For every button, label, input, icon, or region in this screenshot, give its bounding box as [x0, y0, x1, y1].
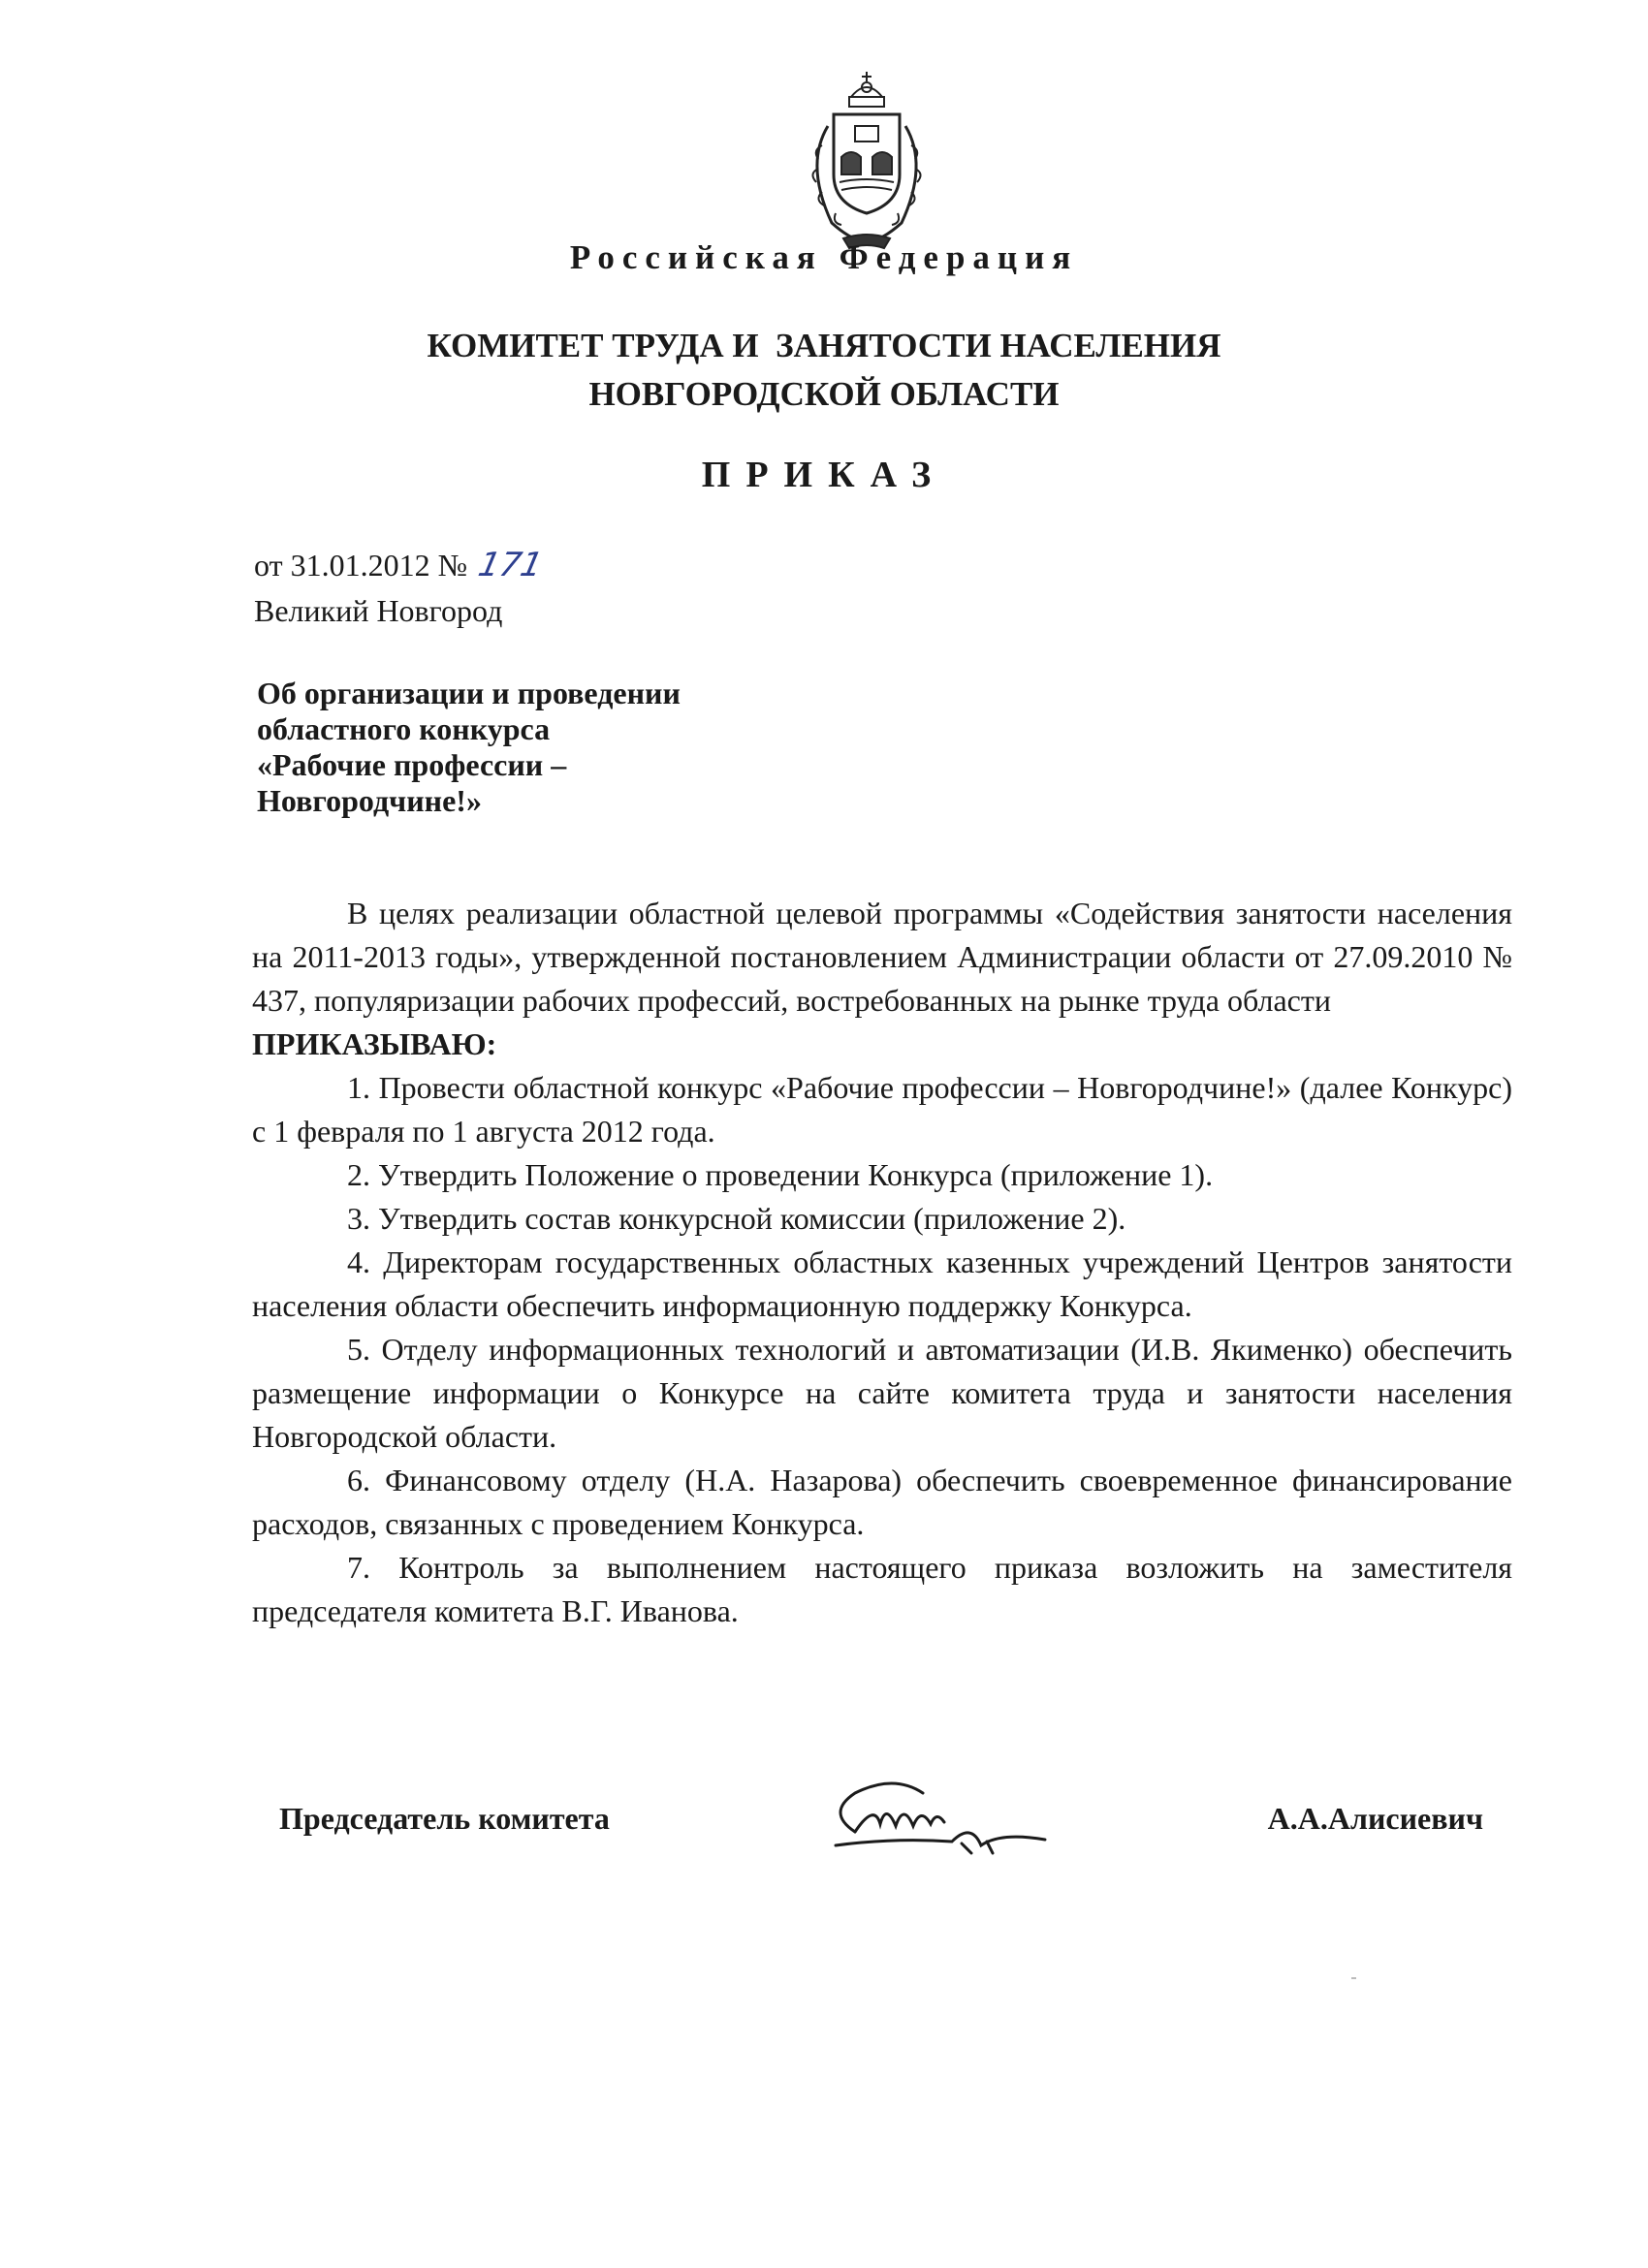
order-item: 4. Директорам государственных областных казенных учреждений Центров занятости населения области обеспечить информационную поддержку Конкурса. [252, 1244, 1512, 1323]
subject-line-4: Новгородчине!» [257, 783, 482, 818]
country-name: Российская Федерация [569, 238, 1079, 276]
signature-block [0, 1795, 1648, 1853]
document-subject [257, 676, 681, 819]
order-word: ПРИКАЗЫВАЮ: [252, 1026, 497, 1061]
document-body [252, 892, 1512, 1633]
subject-line-1: Об организации и проведении [257, 676, 681, 710]
order-item: 2. Утвердить Положение о проведении Конкурса (приложение 1). [347, 1157, 1214, 1192]
org-line-2: НОВГОРОДСКОЙ ОБЛАСТИ [588, 375, 1060, 413]
date-line [254, 543, 547, 588]
scan-speck [1351, 1977, 1356, 1979]
org-line-1: КОМИТЕТ ТРУДА И ЗАНЯТОСТИ НАСЕЛЕНИЯ [427, 327, 1221, 364]
order-item: 3. Утвердить состав конкурсной комиссии (приложение 2). [347, 1201, 1126, 1236]
coat-of-arms-icon [783, 68, 950, 252]
city: Великий Новгород [254, 593, 503, 628]
signatory-title: Председатель комитета [279, 1801, 610, 1836]
order-item: 6. Финансовому отделу (Н.А. Назарова) обеспечить своевременное финансирование расходов, связанных с проведением Конкурса. [252, 1463, 1512, 1541]
order-item: 1. Провести областной конкурс «Рабочие профессии – Новгородчине!» (далее Конкурс) с 1 февраля по 1 августа 2012 года. [252, 1070, 1512, 1149]
document-type: ПРИКАЗ [701, 455, 947, 495]
subject-line-2: областного конкурса [257, 711, 551, 746]
signature-icon [816, 1764, 1059, 1871]
organization-name [0, 322, 1648, 419]
document-meta [254, 543, 547, 634]
order-number: 171 [474, 546, 547, 584]
preamble: В целях реализации областной целевой программы «Содействия занятости населения на 2011-2013 годы», утвержденной постановлением Администрации области от 27.09.2010 № 437, популяризации рабочих профессий, востребованных на рынке труда области [252, 896, 1512, 1018]
subject-line-3: «Рабочие профессии – [257, 747, 567, 782]
date-prefix: от 31.01.2012 № [254, 548, 468, 583]
order-item: 7. Контроль за выполнением настоящего приказа возложить на заместителя председателя комитета В.Г. Иванова. [252, 1550, 1512, 1628]
order-item: 5. Отделу информационных технологий и автоматизации (И.В. Якименко) обеспечить размещение информации о Конкурсе на сайте комитета труда и занятости населения Новгородской области. [252, 1332, 1512, 1454]
signatory-name: А.А.Алисиевич [1267, 1801, 1483, 1836]
